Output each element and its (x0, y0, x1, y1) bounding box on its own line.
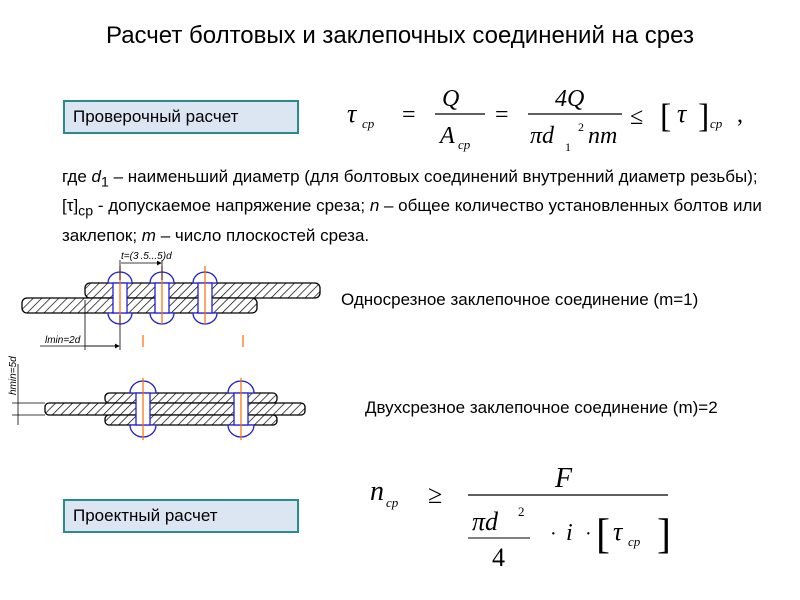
f2-pi-d: πd (472, 507, 499, 536)
formula-design (370, 463, 671, 572)
f2-n-sub: ср (386, 495, 399, 510)
f1-comma: , (737, 102, 743, 128)
f1-d-sub: 1 (565, 140, 571, 154)
f2-ge: ≥ (428, 480, 443, 509)
pitch-dimension: t=(3 .5...5)d (121, 251, 172, 262)
f2-rbr: ] (657, 512, 671, 558)
f1-lbr: [ (660, 98, 672, 135)
f2-tau-sub: ср (628, 534, 641, 549)
f1-eq1: = (402, 102, 416, 128)
f2-exp: 2 (518, 504, 525, 519)
page-title: Расчет болтовых и заклепочных соединений на срез (106, 22, 694, 49)
f2-F: F (555, 463, 573, 494)
f1-num2: 4Q (555, 86, 585, 112)
description-text: где $d_1$ – наименьший диаметр (для болтовых соединений внутренний диаметр резьбы); $[\tau]_{ср}$ - допускаемое напряжение среза; n – общее количество установленных болтов или заклепок; m – число плоскостей среза. (62, 167, 762, 245)
f2-n: n (370, 476, 384, 507)
f2-i: i (566, 520, 573, 546)
single-shear-label: Односрезное заклепочное соединение (m=1) (341, 290, 699, 309)
f1-tau-sub: ср (362, 116, 375, 131)
f1-le: ≤ (630, 104, 644, 130)
single-shear-drawing (22, 251, 320, 350)
double-shear-label: Двухсрезное заклепочное соединение (m)=2 (365, 398, 718, 417)
f2-tau: τ (613, 517, 623, 546)
formula-check (347, 86, 743, 154)
f1-tail-sub: ср (710, 116, 723, 131)
f1-tau2: τ (677, 99, 687, 128)
check-calculation-label: Проверочный расчет (73, 107, 239, 126)
f1-A-sub: ср (458, 137, 471, 152)
f1-Q: Q (442, 86, 460, 112)
f2-lbr: [ (596, 512, 610, 558)
f2-four: 4 (492, 543, 505, 572)
f1-tau: τ (347, 99, 357, 128)
hmin-dimension: hmin=5d (8, 356, 19, 395)
f1-pi-d: πd (530, 123, 555, 149)
f1-eq2: = (495, 102, 509, 128)
f1-A: A (440, 123, 455, 149)
f2-dot1: · (550, 523, 557, 545)
f1-exp: 2 (578, 120, 584, 134)
double-shear-drawing (8, 356, 305, 440)
f1-nm: nm (588, 123, 618, 149)
f2-dot2: · (585, 523, 592, 545)
lmin-dimension: lmin=2d (45, 335, 81, 346)
design-calculation-label: Проектный расчет (73, 506, 218, 525)
f1-rbr: ] (698, 98, 710, 135)
